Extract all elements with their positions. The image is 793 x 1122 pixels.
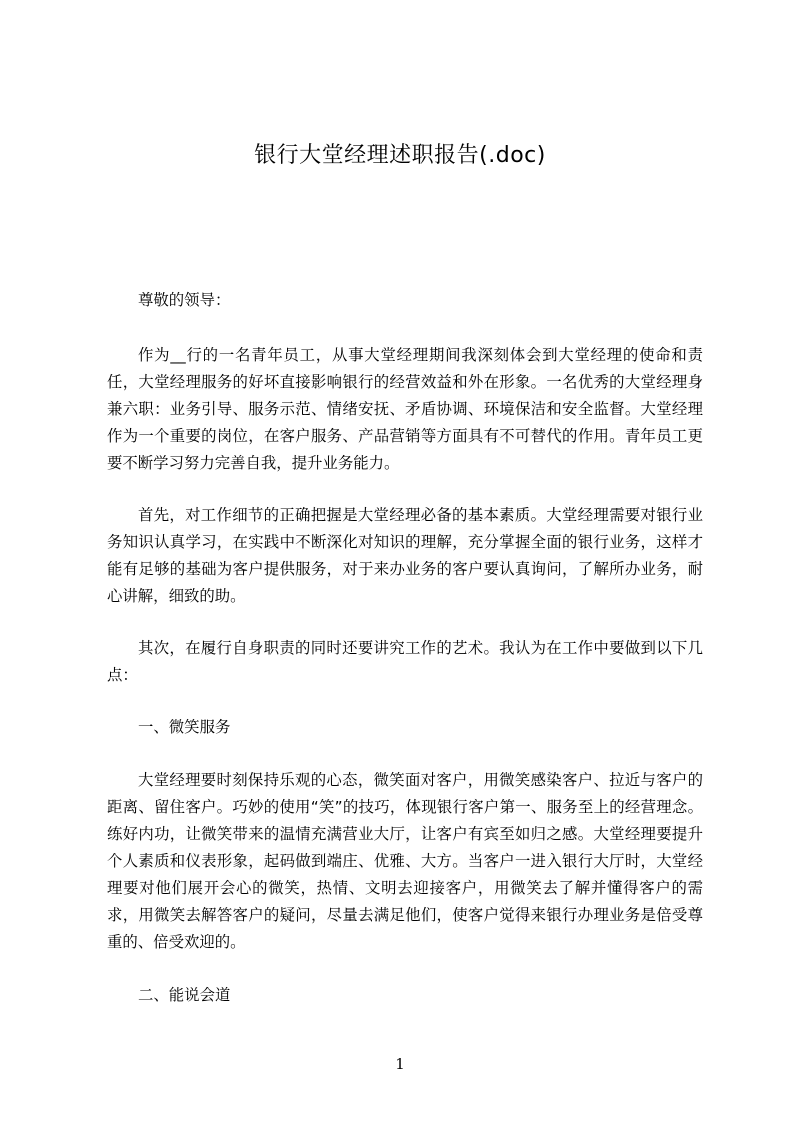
paragraph-intro: 作为__行的一名青年员工，从事大堂经理期间我深刻体会到大堂经理的使命和责任，大堂经理服务的好坏直接影响银行的经营效益和外在形象。一名优秀的大堂经理身兼六职：业务引导、服务示范、情绪安抚、矛盾协调、环境保洁和安全监督。大堂经理作为一个重要的岗位，在客户服务、产品营销等方面具有不可替代的作用。青年员工更要不断学习努力完善自我，提升业务能力。 <box>107 346 703 472</box>
salutation: 尊敬的领导： <box>138 291 231 309</box>
paragraph-first-point: 首先，对工作细节的正确把握是大堂经理必备的基本素质。大堂经理需要对银行业务知识认真学习，在实践中不断深化对知识的理解，充分掌握全面的银行业务，这样才能有足够的基础为客户提供服务，对于来办业务的客户要认真询问，了解所办业务，耐心讲解，细致的助。 <box>107 506 703 605</box>
section-heading-eloquence: 二、能说会道 <box>138 986 231 1004</box>
section-heading-smile-service: 一、微笑服务 <box>138 718 231 736</box>
paragraph-smile-service: 大堂经理要时刻保持乐观的心态，微笑面对客户，用微笑感染客户、拉近与客户的距离、留住客户。巧妙的使用“笑”的技巧，体现银行客户第一、服务至上的经营理念。练好内功，让微笑带来的温情充满营业大厅，让客户有宾至如归之感。大堂经理要提升个人素质和仪表形象，起码做到端庄、优雅、大方。当客户一进入银行大厅时，大堂经理要对他们展开会心的微笑，热情、文明去迎接客户，用微笑去了解并懂得客户的需求，用微笑去解答客户的疑问，尽量去满足他们，使客户觉得来银行办理业务是倍受尊重的、倍受欢迎的。 <box>107 771 703 951</box>
document-title: 银行大堂经理述职报告(.doc) <box>254 143 546 168</box>
page-number: 1 <box>395 1055 405 1073</box>
paragraph-second-point: 其次，在履行自身职责的同时还要讲究工作的艺术。我认为在工作中要做到以下几点： <box>107 639 703 684</box>
